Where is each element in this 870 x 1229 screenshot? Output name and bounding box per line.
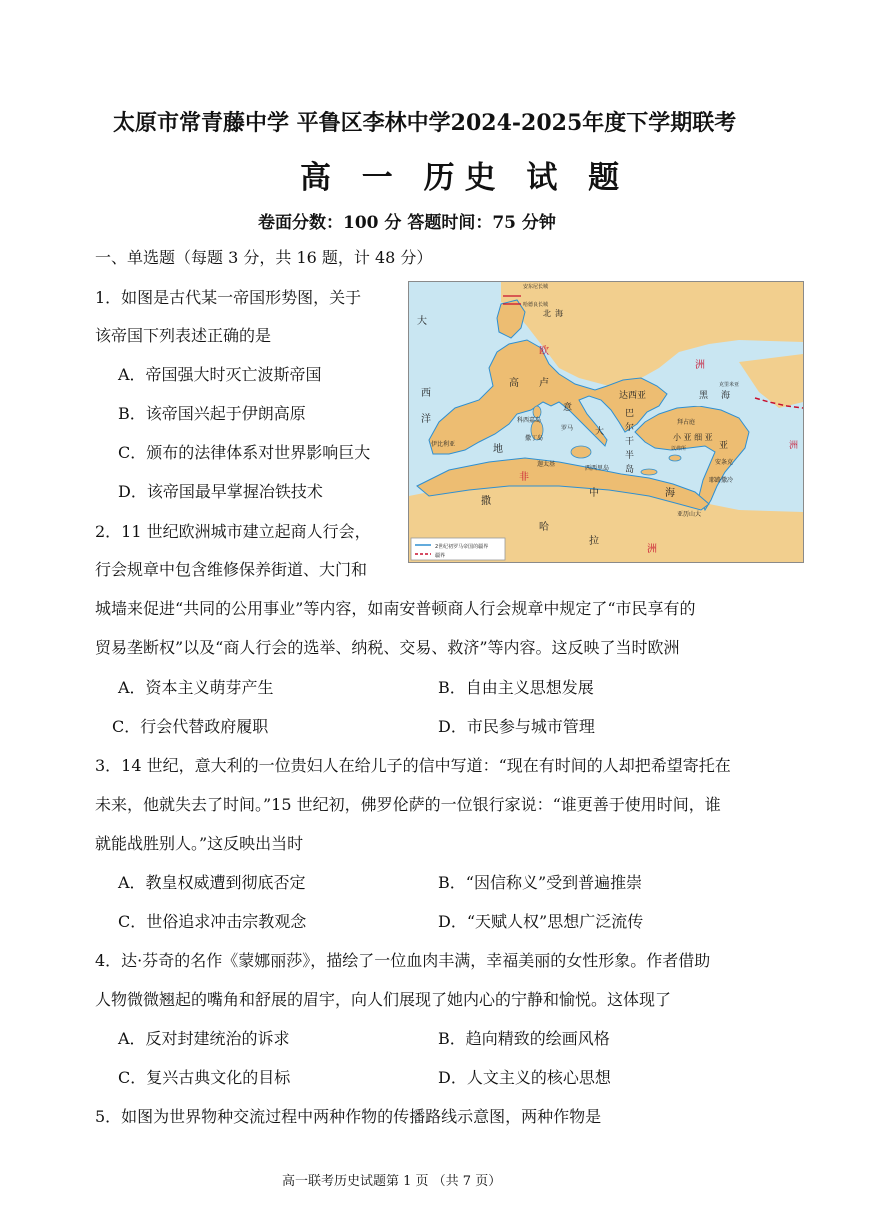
subject-title: 高 一 历史 试 题	[300, 160, 630, 196]
q1-stem-line-1: 1．如图是古代某一帝国形势图，关于	[95, 288, 362, 307]
map-label-gaul-2: 卢	[539, 378, 549, 389]
q2-option-c[interactable]: C．行会代替政府履职	[112, 717, 269, 736]
map-label-carthage: 迦太基	[537, 461, 556, 468]
map-label-balkan-4: 半	[625, 451, 635, 461]
map-label-hadrian-wall: 哈德良长城	[523, 302, 549, 308]
q3-option-a[interactable]: A．教皇权威遭到彻底否定	[118, 873, 306, 892]
map-label-black-sea-1: 黑	[699, 391, 709, 401]
q4-option-a[interactable]: A．反对封建统治的诉求	[118, 1029, 290, 1048]
map-label-med-1: 地	[493, 444, 503, 455]
section-title: 一、单选题（每题 3 分，共 16 题，计 48 分）	[95, 248, 433, 267]
q3-stem-line-1: 3．14 世纪，意大利的一位贵妇人在给儿子的信中写道：“现在有时间的人却把希望寄托在	[95, 756, 731, 775]
school-line: 太原市常青藤中学 平鲁区李林中学2024-2025年度下学期联考	[113, 110, 737, 136]
map-label-ocean-3: 洋	[421, 414, 431, 425]
map-label-asia-2: 洲	[789, 441, 799, 451]
map-label-asia-1: 亚	[719, 441, 729, 451]
q4-stem-line-2: 人物微微翘起的嘴角和舒展的眉宇，向人们展现了她内心的宁静和愉悦。这体现了	[95, 990, 672, 1009]
map-label-crimea: 克里米亚	[719, 382, 740, 388]
map-label-antioch: 安条克	[715, 459, 734, 466]
q2-stem-line-2: 行会规章中包含维修保养街道、大门和	[95, 560, 368, 579]
map-label-sahara-3: 拉	[589, 536, 599, 547]
page-footer: 高一联考历史试题第 1 页 （共 7 页）	[282, 1174, 502, 1189]
map-label-europe-2: 洲	[695, 360, 705, 371]
q4-option-c[interactable]: C．复兴古典文化的目标	[118, 1068, 291, 1087]
q2-stem-line-1: 2．11 世纪欧洲城市建立起商人行会，	[95, 522, 371, 541]
exam-meta: 卷面分数：100 分 答题时间：75 分钟	[258, 213, 556, 233]
q2-stem-line-3: 城墙来促进“共同的公用事业”等内容，如南安普顿商人行会规章中规定了“市民享有的	[95, 599, 696, 618]
map-label-sahara-1: 撒	[481, 496, 491, 507]
map-label-rome: 罗马	[561, 425, 574, 432]
map-label-black-sea-2: 海	[721, 391, 731, 401]
map-label-alexandria: 亚历山大	[677, 511, 702, 518]
map-label-corsica: 科西嘉岛	[517, 417, 542, 424]
map-label-balkan-2: 尔	[625, 423, 635, 433]
map-label-sicily: 西西里岛	[585, 465, 610, 472]
map-label-ephesus: 以弗所	[671, 446, 687, 452]
map-label-med-3: 海	[665, 488, 675, 499]
q4-option-b[interactable]: B．趋向精致的绘画风格	[438, 1029, 610, 1048]
q4-option-d[interactable]: D．人文主义的核心思想	[438, 1068, 611, 1087]
map-legend-1: 2世纪初罗马帝国的疆界	[435, 544, 489, 550]
map-label-gaul-1: 高	[509, 378, 519, 389]
map-label-dacia: 达西亚	[619, 391, 647, 401]
map-label-iberia: 伊比利亚	[431, 441, 456, 448]
map-label-sardinia: 撒丁岛	[525, 435, 544, 442]
map-label-africa-1: 非	[519, 472, 529, 483]
q3-option-c[interactable]: C．世俗追求冲击宗教观念	[118, 912, 307, 931]
map-label-antonine-wall: 安东尼长城	[523, 284, 549, 290]
map-label-italy-2: 大	[595, 427, 605, 437]
q2-option-b[interactable]: B．自由主义思想发展	[438, 678, 594, 697]
map-label-byzantium: 拜占庭	[677, 419, 696, 426]
map-label-balkan-3: 干	[625, 437, 635, 447]
map-label-north-sea-2: 海	[555, 309, 563, 318]
map-label-jerusalem: 耶路撒冷	[709, 477, 734, 484]
q1-option-c[interactable]: C．颁布的法律体系对世界影响巨大	[118, 443, 371, 462]
map-label-ocean-1: 大	[417, 316, 427, 327]
map-label-ocean-2: 西	[421, 388, 431, 399]
map-label-med-2: 中	[589, 488, 599, 499]
map-label-italy: 意	[563, 403, 573, 413]
map-label-balkan-5: 岛	[625, 465, 635, 475]
q1-option-a[interactable]: A．帝国强大时灭亡波斯帝国	[118, 365, 322, 384]
q3-option-d[interactable]: D．“天赋人权”思想广泛流传	[438, 912, 644, 931]
roman-empire-map	[408, 281, 804, 563]
map-label-europe-1: 欧	[539, 346, 549, 357]
q3-stem-line-2: 未来，他就失去了时间。”15 世纪初，佛罗伦萨的一位银行家说：“谁更善于使用时间，谁	[95, 795, 721, 814]
q1-option-d[interactable]: D．该帝国最早掌握冶铁技术	[118, 482, 323, 501]
map-label-balkan-1: 巴	[625, 409, 635, 419]
map-label-africa-2: 洲	[647, 544, 657, 555]
q1-stem-line-2: 该帝国下列表述正确的是	[95, 326, 272, 345]
q5-stem-line-1: 5．如图为世界物种交流过程中两种作物的传播路线示意图，两种作物是	[95, 1107, 602, 1126]
map-label-north-sea-1: 北	[543, 309, 551, 318]
q3-option-b[interactable]: B．“因信称义”受到普遍推崇	[438, 873, 643, 892]
q4-stem-line-1: 4．达·芬奇的名作《蒙娜丽莎》，描绘了一位血肉丰满，幸福美丽的女性形象。作者借助	[95, 951, 711, 970]
map-label-asia-minor: 小 亚 细 亚	[673, 433, 713, 442]
map-legend-2: 疆界	[435, 553, 446, 559]
q2-option-a[interactable]: A．资本主义萌芽产生	[118, 678, 274, 697]
q2-option-d[interactable]: D．市民参与城市管理	[438, 717, 595, 736]
q1-option-b[interactable]: B．该帝国兴起于伊朗高原	[118, 404, 306, 423]
q3-stem-line-3: 就能战胜别人。”这反映出当时	[95, 834, 304, 853]
q2-stem-line-4: 贸易垄断权”以及“商人行会的选举、纳税、交易、救济”等内容。这反映了当时欧洲	[95, 638, 680, 657]
map-label-sahara-2: 哈	[539, 522, 549, 533]
